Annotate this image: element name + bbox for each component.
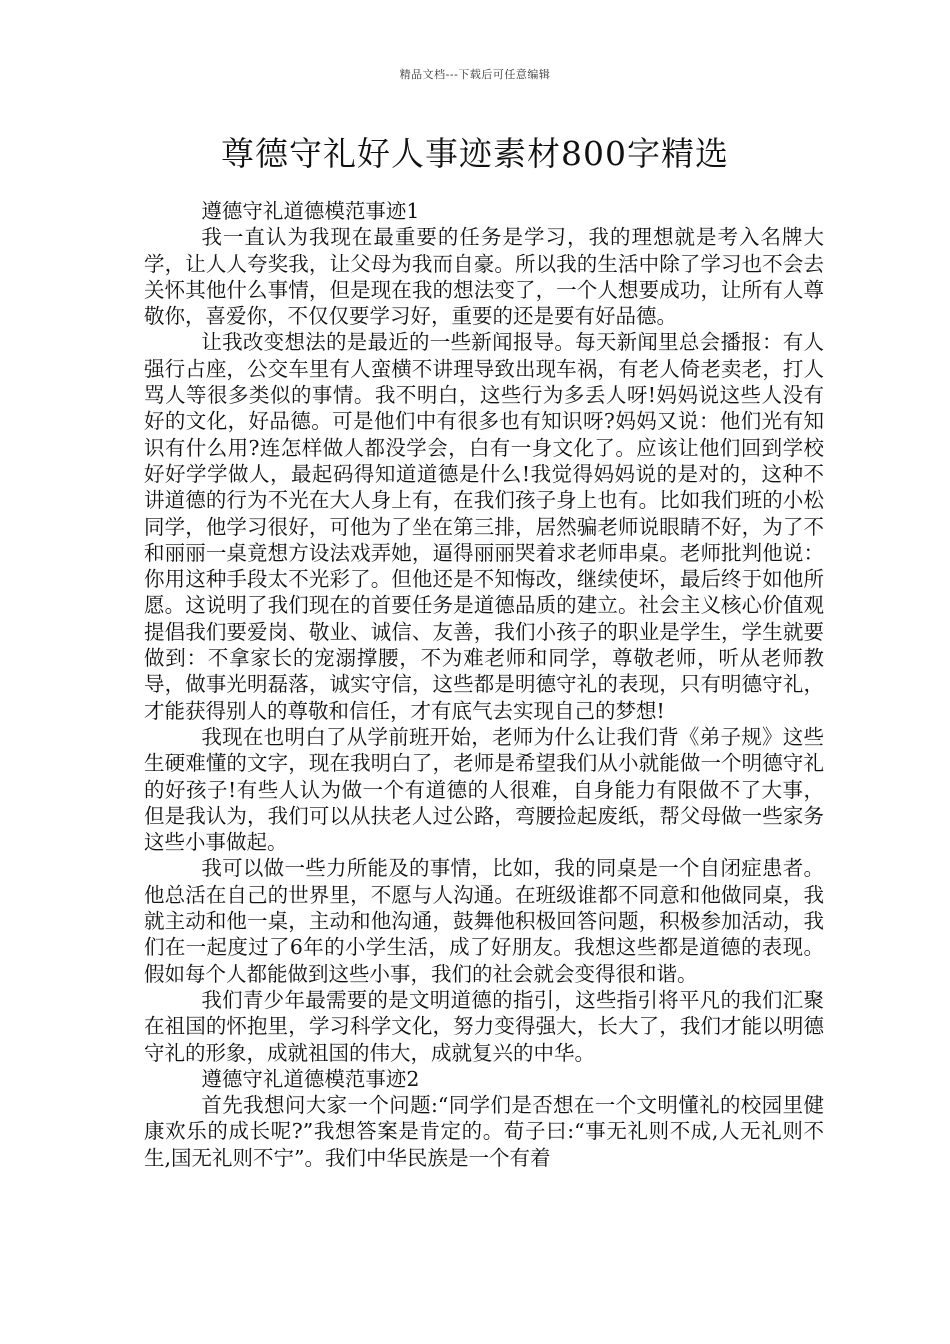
body-paragraph: 让我改变想法的是最近的一些新闻报导。每天新闻里总会播报：有人强行占座，公交车里有人蛮横不讲理导致出现车祸，有老人倚老卖老，打人骂人等很多类似的事情。我不明白，这些行为多丢人呀!妈妈说这些人没有好的文化，好品德。可是他们中有很多也有知识呀?妈妈又说：他们光有知识有什么用?连怎样做人都没学会，白有一身文化了。应该让他们回到学校好好学学做人，最起码得知道道德是什么!我觉得妈妈说的是对的，这种不讲道德的行为不光在大人身上有，在我们孩子身上也有。比如我们班的小松同学，他学习很好，可他为了坐在第三排，居然骗老师说眼睛不好，为了不和丽丽一桌竟想方设法戏弄她，逼得丽丽哭着求老师串桌。老师批判他说：你用这种手段太不光彩了。但他还是不知悔改，继续使坏，最后终于如他所愿。这说明了我们现在的首要任务是道德品质的建立。社会主义核心价值观提倡我们要爱岗、敬业、诚信、友善，我们小孩子的职业是学生，学生就要做到：不拿家长的宠溺撑腰，不为难老师和同学，尊敬老师，听从老师教导，做事光明磊落，诚实守信，这些都是明德守礼的表现，只有明德守礼，才能获得别人的尊敬和信任，才有底气去实现自己的梦想! [144, 330, 824, 723]
document-title: 尊德守礼好人事迹素材800字精选 [221, 134, 729, 173]
body-paragraph: 我一直认为我现在最重要的任务是学习，我的理想就是考入名牌大学，让人人夸奖我，让父母为我而自豪。所以我的生活中除了学习也不会去关怀其他什么事情，但是现在我的想法变了，一个人想要成功，让所有人尊敬你，喜爱你，不仅仅要学习好，重要的还是要有好品德。 [144, 225, 824, 329]
body-paragraph: 我可以做一些力所能及的事情，比如，我的同桌是一个自闭症患者。他总活在自己的世界里，不愿与人沟通。在班级谁都不同意和他做同桌，我就主动和他一桌，主动和他沟通，鼓舞他积极回答问题，积极参加活动，我们在一起度过了6年的小学生活，成了好朋友。我想这些都是道德的表现。假如每个人都能做到这些小事，我们的社会就会变得很和谐。 [144, 856, 824, 986]
body-paragraph: 我现在也明白了从学前班开始，老师为什么让我们背《弟子规》这些生硬难懂的文字，现在我明白了，老师是希望我们从小就能做一个明德守礼的好孩子!有些人认为做一个有道德的人很难，自身能力有限做不了大事，但是我认为，我们可以从扶老人过公路，弯腰捡起废纸，帮父母做一些家务这些小事做起。 [144, 724, 824, 855]
section-heading: 遵德守礼道德模范事迹2 [201, 1066, 420, 1091]
body-paragraph: 我们青少年最需要的是文明道德的指引，这些指引将平凡的我们汇聚在祖国的怀抱里，学习科学文化，努力变得强大，长大了，我们才能以明德守礼的形象，成就祖国的伟大，成就复兴的中华。 [144, 987, 824, 1065]
page-header: 精品文档---下载后可任意编辑 [399, 68, 551, 81]
body-paragraph: 首先我想问大家一个问题:“同学们是否想在一个文明懂礼的校园里健康欢乐的成长呢?”我想答案是肯定的。荀子曰:“事无礼则不成,人无礼则不生,国无礼则不宁”。我们中华民族是一个有着 [144, 1093, 824, 1170]
document-body [144, 198, 824, 1171]
section-heading: 遵德守礼道德模范事迹1 [201, 199, 420, 223]
